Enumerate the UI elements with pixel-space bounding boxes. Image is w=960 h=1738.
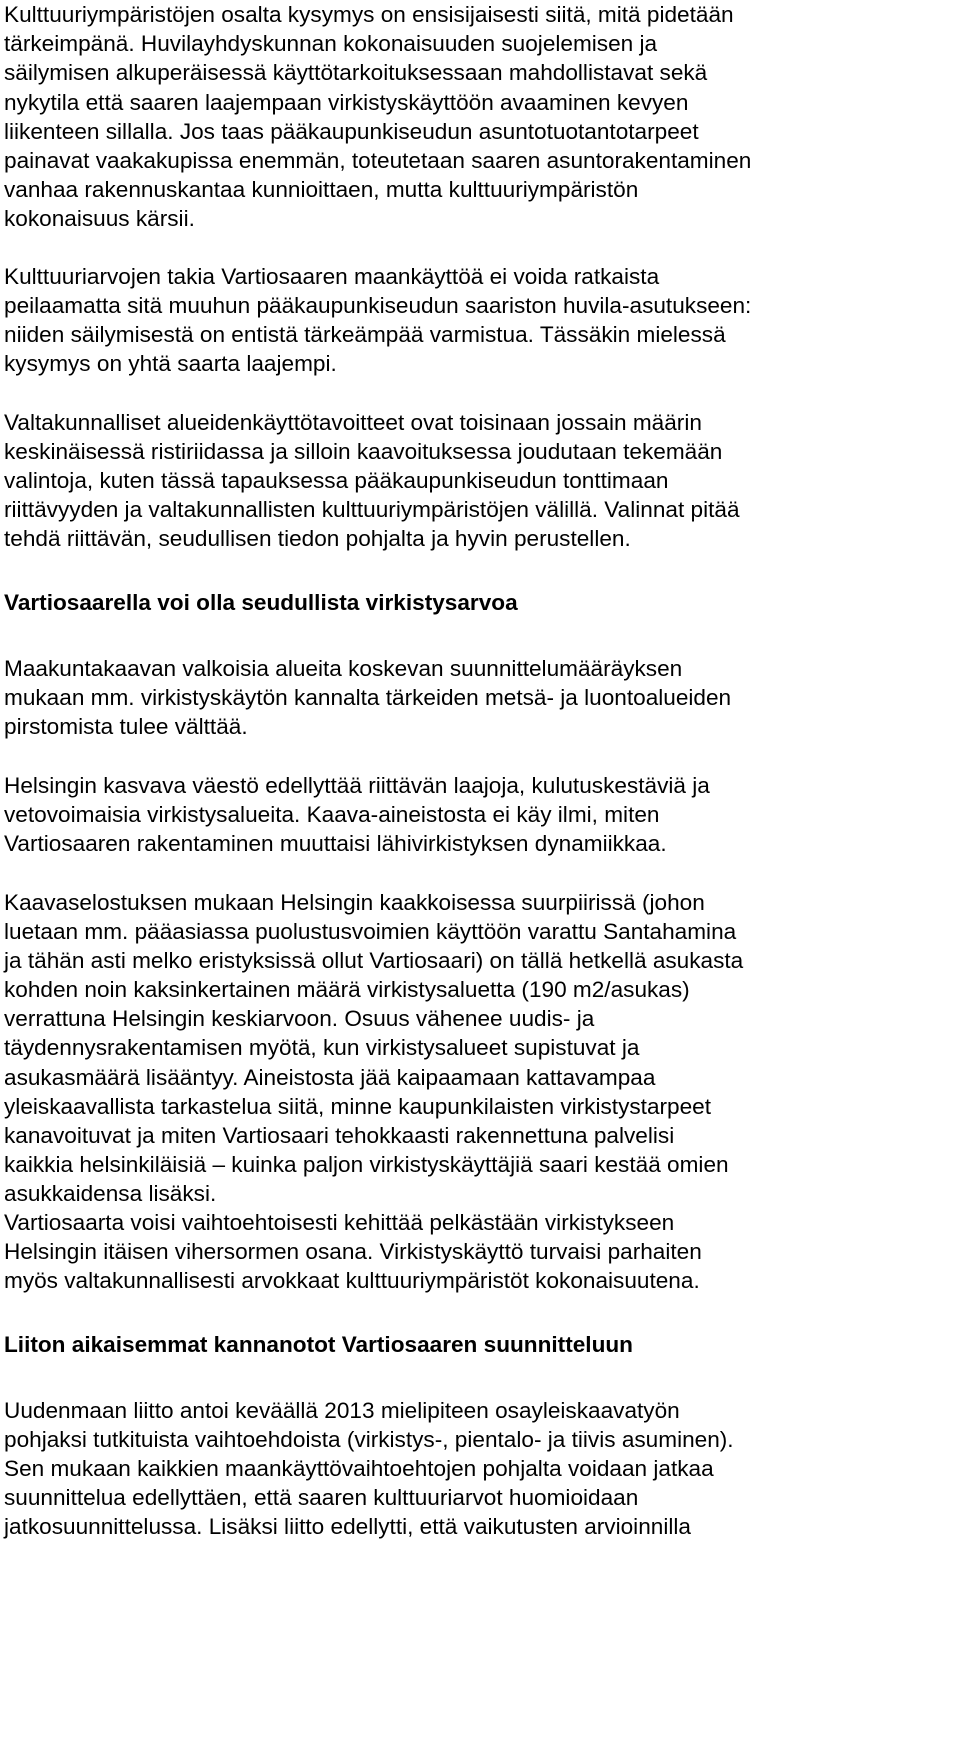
text-line: pohjaksi tutkituista vaihtoehdoista (virkistys-, pientalo- ja tiivis asuminen). (4, 1427, 734, 1452)
text-line: ja tähän asti melko eristyksissä ollut Vartiosaari) on tällä hetkellä asukasta (4, 948, 744, 973)
text-line: vetovoimaisia virkistysalueita. Kaava-aineistosta ei käy ilmi, miten (4, 802, 660, 827)
text-line: vanhaa rakennuskantaa kunnioittaen, mutta kulttuuriympäristön (4, 177, 639, 202)
text-line: Helsingin kasvava väestö edellyttää riittävän laajoja, kulutuskestäviä ja (4, 773, 710, 798)
text-line: suunnittelua edellyttäen, että saaren kulttuuriarvot huomioidaan (4, 1485, 639, 1510)
text-line: Valtakunnalliset alueidenkäyttötavoitteet ovat toisinaan jossain määrin (4, 410, 702, 435)
text-line: myös valtakunnallisesti arvokkaat kulttuuriympäristöt kokonaisuutena. (4, 1268, 700, 1293)
text-line: kaikkia helsinkiläisiä – kuinka paljon virkistyskäyttäjiä saari kestää omien (4, 1152, 729, 1177)
text-line: jatkosuunnittelussa. Lisäksi liitto edellytti, että vaikutusten arvioinnilla (4, 1514, 691, 1539)
text-line: liikenteen sillalla. Jos taas pääkaupunkiseudun asuntotuotantotarpeet (4, 119, 699, 144)
text-line: peilaamatta sitä muuhun pääkaupunkiseudun saariston huvila-asutukseen: (4, 293, 752, 318)
section-heading: Liiton aikaisemmat kannanotot Vartiosaaren suunnitteluun (4, 1332, 633, 1357)
text-line: Uudenmaan liitto antoi keväällä 2013 mielipiteen osayleiskaavatyön (4, 1398, 680, 1423)
text-line: verrattuna Helsingin keskiarvoon. Osuus vähenee uudis- ja (4, 1006, 595, 1031)
text-line: Vartiosaaren rakentaminen muuttaisi lähivirkistyksen dynamiikkaa. (4, 831, 667, 856)
text-line: kohden noin kaksinkertainen määrä virkistysaluetta (190 m2/asukas) (4, 977, 690, 1002)
text-line: kokonaisuus kärsii. (4, 206, 195, 231)
text-line: riittävyyden ja valtakunnallisten kulttuuriympäristöjen välillä. Valinnat pitää (4, 497, 740, 522)
text-line: tehdä riittävän, seudullisen tiedon pohjalta ja hyvin perustellen. (4, 526, 631, 551)
text-line: Helsingin itäisen vihersormen osana. Virkistyskäyttö turvaisi parhaiten (4, 1239, 702, 1264)
text-line: kysymys on yhtä saarta laajempi. (4, 351, 337, 376)
text-line: keskinäisessä ristiriidassa ja silloin kaavoituksessa joudutaan tekemään (4, 439, 723, 464)
text-line: Kaavaselostuksen mukaan Helsingin kaakkoisessa suurpiirissä (johon (4, 890, 705, 915)
text-line: yleiskaavallista tarkastelua siitä, minne kaupunkilaisten virkistystarpeet (4, 1094, 712, 1119)
text-line: painavat vaakakupissa enemmän, toteutetaan saaren asuntorakentaminen (4, 148, 752, 173)
text-line: luetaan mm. pääasiassa puolustusvoimien käyttöön varattu Santahamina (4, 919, 737, 944)
text-line: kanavoituvat ja miten Vartiosaari tehokkaasti rakennettuna palvelisi (4, 1123, 675, 1148)
text-line: nykytila että saaren laajempaan virkistyskäyttöön avaaminen kevyen (4, 90, 689, 115)
text-line: Kulttuuriarvojen takia Vartiosaaren maankäyttöä ei voida ratkaista (4, 264, 660, 289)
section-heading: Vartiosaarella voi olla seudullista virkistysarvoa (4, 590, 518, 615)
text-line: pirstomista tulee välttää. (4, 714, 248, 739)
text-line: asukkaidensa lisäksi. (4, 1181, 217, 1206)
text-line: asukasmäärä lisääntyy. Aineistosta jää kaipaamaan kattavampaa (4, 1065, 656, 1090)
text-line: säilymisen alkuperäisessä käyttötarkoituksessaan mahdollistavat sekä (4, 60, 708, 85)
text-line: mukaan mm. virkistyskäytön kannalta tärkeiden metsä- ja luontoalueiden (4, 685, 732, 710)
text-line: niiden säilymisestä on entistä tärkeämpää varmistua. Tässäkin mielessä (4, 322, 726, 347)
text-line: Kulttuuriympäristöjen osalta kysymys on ensisijaisesti siitä, mitä pidetään (4, 2, 734, 27)
text-line: täydennysrakentamisen myötä, kun virkistysalueet supistuvat ja (4, 1035, 640, 1060)
text-line: Vartiosaarta voisi vaihtoehtoisesti kehittää pelkästään virkistykseen (4, 1210, 675, 1235)
text-line: tärkeimpänä. Huvilayhdyskunnan kokonaisuuden suojelemisen ja (4, 31, 658, 56)
text-line: Sen mukaan kaikkien maankäyttövaihtoehtojen pohjalta voidaan jatkaa (4, 1456, 714, 1481)
text-line: Maakuntakaavan valkoisia alueita koskevan suunnittelumääräyksen (4, 656, 683, 681)
text-line: valintoja, kuten tässä tapauksessa pääkaupunkiseudun tonttimaan (4, 468, 669, 493)
